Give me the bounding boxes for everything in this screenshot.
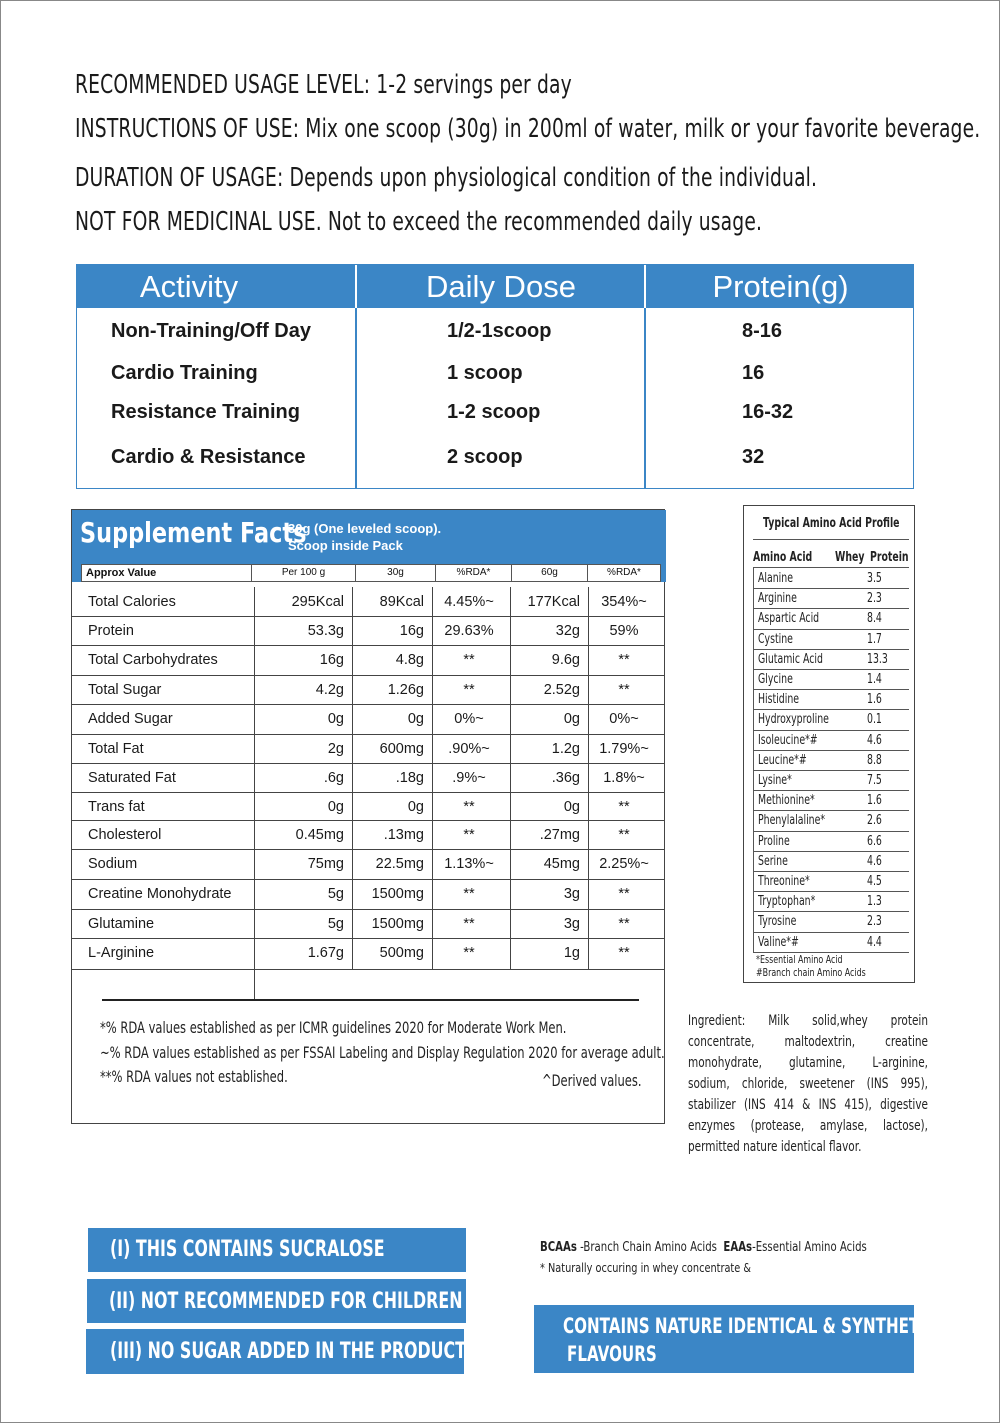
amino-row-divider — [753, 831, 909, 832]
facts-row-divider — [72, 849, 664, 850]
nutrient-value: 0g — [563, 711, 580, 727]
nutrient-value: 500mg — [379, 945, 424, 961]
nutrient-value: 0%~ — [454, 711, 484, 727]
nutrient-value: 16g — [399, 623, 424, 639]
amino-acid-value: 4.6 — [867, 853, 882, 869]
ingredients-line: permitted nature identical flavor. — [688, 1139, 862, 1155]
header-daily-dose: Daily Dose — [426, 269, 576, 304]
amino-acid-name: Lysine* — [758, 773, 792, 788]
amino-acid-name: Leucine*# — [758, 752, 807, 768]
amino-row-divider — [753, 891, 909, 892]
nutrient-name: Total Calories — [88, 594, 176, 610]
ingredients-line: concentrate, maltodextrin, creatine — [688, 1034, 928, 1050]
amino-acid-name: Valine*# — [758, 934, 799, 950]
nutrient-name: Total Carbohydrates — [88, 652, 218, 668]
amino-acid-name: Glutamic Acid — [758, 651, 823, 667]
facts-row-divider — [72, 969, 664, 970]
ingredients-line: monohydrate, glutamine, L-arginine, — [688, 1055, 928, 1071]
nutrient-value: ** — [463, 886, 475, 902]
facts-row-divider — [72, 938, 664, 939]
facts-column-divider — [254, 587, 255, 999]
facts-row-divider — [72, 704, 664, 705]
warning-no-sugar-text: (III) NO SUGAR ADDED IN THE PRODUCT — [110, 1339, 466, 1364]
nutrient-value: ** — [618, 652, 630, 668]
ingredients-line: enzymes (protease, amylase, lactose), — [688, 1118, 928, 1134]
amino-acid-value: 0.1 — [867, 712, 882, 728]
derived-values-note: ^Derived values. — [542, 1071, 642, 1090]
warning-sucralose-text: (I) THIS CONTAINS SUCRALOSE — [110, 1237, 385, 1262]
eaa-abbr: EAAs — [723, 1240, 753, 1255]
nutrient-value: 1500mg — [371, 886, 424, 902]
nutrient-value: ** — [463, 827, 475, 843]
nutrient-value: ** — [618, 916, 630, 932]
row-protein: 16-32 — [742, 401, 794, 423]
nutrient-value: 1.26g — [387, 682, 424, 698]
nutrient-value: 2.52g — [543, 682, 580, 698]
amino-row-divider — [753, 790, 909, 791]
nutrient-name: Cholesterol — [88, 827, 162, 843]
amino-row-divider — [753, 709, 909, 710]
supplement-facts-panel — [71, 509, 665, 1124]
nutrient-value: 2g — [327, 741, 344, 757]
amino-acid-name: Proline — [758, 833, 790, 849]
nutrient-value: 4.8g — [395, 652, 424, 668]
amino-acid-value: 4.4 — [867, 934, 882, 950]
amino-acid-name: Histidine — [758, 692, 800, 708]
flavours-notice — [534, 1305, 936, 1373]
amino-acid-name: Phenylalaline* — [758, 813, 826, 829]
amino-acid-value: 1.6 — [867, 793, 882, 809]
amino-footnote-essential: *Essential Amino Acid — [756, 953, 843, 966]
nutrient-name: Added Sugar — [88, 711, 173, 727]
nutrient-value: 0g — [563, 799, 580, 815]
amino-acid-value: 2.3 — [867, 591, 882, 607]
amino-acid-name: Methionine* — [758, 793, 815, 809]
facts-column-divider — [432, 587, 433, 969]
serving-line-1: 30g (One leveled scoop). — [288, 521, 442, 536]
amino-acid-value: 1.3 — [867, 894, 882, 910]
nutrient-name: Saturated Fat — [88, 770, 176, 786]
facts-row-divider — [72, 879, 664, 880]
nutrient-value: ** — [463, 682, 475, 698]
header-protein: Protein(g) — [712, 269, 849, 304]
nutrient-value: ** — [463, 945, 475, 961]
amino-footnote-bcaa: #Branch chain Amino Acids — [756, 966, 866, 979]
facts-row-divider — [72, 792, 664, 793]
nutrient-value: 1500mg — [371, 916, 424, 932]
nutrient-value: 600mg — [379, 741, 424, 757]
nutrient-value: 29.63% — [444, 623, 494, 639]
nutrient-value: ** — [463, 799, 475, 815]
header-activity: Activity — [139, 269, 239, 304]
nutrient-value: 89Kcal — [379, 594, 424, 610]
bcaa-abbr: BCAAs — [540, 1240, 577, 1255]
nutrient-value: 3g — [563, 916, 580, 932]
nutrient-value: 177Kcal — [527, 594, 580, 610]
flavours-line-1: CONTAINS NATURE IDENTICAL & SYNTHETIC — [563, 1314, 936, 1338]
nutrient-value: ** — [618, 799, 630, 815]
nutrient-value: ** — [618, 682, 630, 698]
nutrient-value: 4.2g — [315, 682, 344, 698]
nutrient-name: Sodium — [88, 856, 138, 872]
rda-note-fssai: ~% RDA values established as per FSSAI Labeling and Display Regulation 2020 for average adult. — [100, 1043, 665, 1062]
amino-row-divider — [753, 689, 909, 690]
amino-acid-value: 1.6 — [867, 692, 882, 708]
nutrient-value: 75mg — [307, 856, 344, 872]
notes-divider — [102, 999, 639, 1001]
facts-column-divider — [588, 587, 589, 969]
nutrient-name: Glutamine — [88, 916, 155, 932]
amino-row-divider — [753, 810, 909, 811]
nutrient-value: 0g — [327, 799, 344, 815]
amino-row-divider — [753, 750, 909, 751]
facts-column-divider — [352, 587, 353, 969]
nutrient-value: 0g — [327, 711, 344, 727]
amino-acid-value: 4.5 — [867, 874, 882, 889]
col-60g: 60g — [512, 565, 588, 581]
col-30g: 30g — [356, 565, 436, 581]
amino-left-border — [753, 568, 754, 952]
amino-col-whey: Whey — [835, 550, 865, 565]
amino-acid-name: Cystine — [758, 631, 793, 647]
nutrient-name: Trans fat — [88, 799, 145, 815]
amino-acid-value: 2.3 — [867, 914, 882, 930]
nutrient-value: ** — [618, 886, 630, 902]
amino-acid-name: Aspartic Acid — [758, 611, 820, 627]
nutrient-name: Total Sugar — [88, 682, 162, 698]
medicinal-warning-text: NOT FOR MEDICINAL USE. Not to exceed the recommended daily usage. — [75, 207, 763, 237]
row-dose: 1 scoop — [447, 362, 523, 384]
supplement-facts-title: Supplement Facts — [80, 516, 307, 549]
nutrient-value: 22.5mg — [375, 856, 424, 872]
activity-dose-table — [76, 264, 914, 489]
nutrient-value: 45mg — [543, 856, 580, 872]
nutrient-value: .6g — [323, 770, 344, 786]
amino-row-divider — [753, 851, 909, 852]
facts-row-divider — [72, 820, 664, 821]
duration-text: DURATION OF USAGE: Depends upon physiological condition of the individual. — [75, 163, 818, 193]
amino-acid-value: 8.8 — [867, 752, 882, 768]
column-divider — [644, 308, 646, 488]
nutrient-value: 1.2g — [551, 741, 580, 757]
col-approx-value: Approx Value — [82, 565, 252, 581]
rda-note-icmr: *% RDA values established as per ICMR guidelines 2020 for Moderate Work Men. — [100, 1018, 567, 1037]
nutrient-value: ** — [463, 916, 475, 932]
serving-size — [288, 520, 441, 554]
nutrient-value: ** — [618, 945, 630, 961]
row-dose: 1-2 scoop — [447, 401, 541, 423]
nutrient-value: 1.67g — [307, 945, 344, 961]
warning-sucralose — [88, 1228, 466, 1272]
nutrient-value: 3g — [563, 886, 580, 902]
nutrient-value: 1.8%~ — [603, 770, 645, 786]
bcaa-eaa-legend — [540, 1240, 867, 1255]
amino-acid-name: Tryptophan* — [758, 894, 816, 910]
facts-row-divider — [72, 763, 664, 764]
nutrient-value: .27mg — [539, 827, 580, 843]
amino-acid-value: 13.3 — [867, 651, 888, 667]
facts-row-divider — [72, 645, 664, 646]
amino-row-divider — [753, 911, 909, 912]
row-activity: Cardio Training — [111, 362, 258, 384]
nutrient-value: 5g — [327, 916, 344, 932]
rda-note-not-established: **% RDA values not established. — [100, 1067, 288, 1086]
nutrient-value: 53.3g — [307, 623, 344, 639]
eaa-text: -Essential Amino Acids — [752, 1240, 867, 1255]
row-dose: 2 scoop — [447, 446, 523, 468]
warning-children-text: (II) NOT RECOMMENDED FOR CHILDREN — [109, 1289, 463, 1314]
ingredients-block — [688, 1011, 928, 1158]
header-divider — [644, 265, 646, 308]
amino-row-divider — [753, 730, 909, 731]
amino-row-divider — [753, 669, 909, 670]
nutrient-name: L-Arginine — [88, 945, 155, 961]
nutrient-value: 0.45mg — [295, 827, 344, 843]
amino-acid-profile-table — [743, 505, 915, 983]
nutrient-value: 1.13%~ — [444, 856, 494, 872]
facts-row-divider — [72, 909, 664, 910]
nutrient-value: 4.45%~ — [444, 594, 494, 610]
row-protein: 16 — [742, 362, 765, 384]
amino-acid-name: Serine — [758, 853, 788, 869]
amino-acid-name: Threonine* — [758, 874, 810, 889]
nutrient-value: 2.25%~ — [599, 856, 649, 872]
ingredients-line: sodium, chloride, sweetener (INS 995), — [688, 1076, 928, 1092]
column-divider — [355, 308, 357, 488]
header-divider — [355, 265, 357, 308]
nutrient-value: .9%~ — [452, 770, 486, 786]
nutrient-name: Creatine Monohydrate — [88, 886, 232, 902]
amino-acid-name: Arginine — [758, 591, 797, 607]
amino-acid-value: 7.5 — [867, 773, 882, 788]
naturally-occuring-note: * Naturally occuring in whey concentrate & — [540, 1260, 751, 1275]
nutrient-value: ** — [618, 827, 630, 843]
nutrient-value: 1g — [563, 945, 580, 961]
ingredients-line: stabilizer (INS 414 & INS 415), digestive — [688, 1097, 928, 1113]
amino-header-divider — [753, 567, 909, 568]
instructions-text: INSTRUCTIONS OF USE: Mix one scoop (30g) in 200ml of water, milk or your favorite beverage. — [75, 114, 981, 144]
nutrient-value: 59% — [609, 623, 639, 639]
nutrient-value: 5g — [327, 886, 344, 902]
amino-row-divider — [753, 608, 909, 609]
facts-row-divider — [72, 675, 664, 676]
nutrient-value: .13mg — [383, 827, 424, 843]
amino-row-divider — [753, 588, 909, 589]
amino-acid-value: 6.6 — [867, 833, 882, 849]
row-dose: 1/2-1scoop — [447, 320, 552, 342]
ingredients-line: Ingredient: Milk solid,whey protein — [688, 1013, 928, 1029]
amino-row-divider — [753, 871, 909, 872]
row-activity: Resistance Training — [111, 401, 300, 423]
flavours-line-2: FLAVOURS — [567, 1342, 657, 1366]
col-per-100g: Per 100 g — [252, 565, 356, 581]
amino-row-divider — [753, 932, 909, 933]
row-protein: 32 — [742, 446, 765, 468]
bcaa-text: -Branch Chain Amino Acids — [580, 1240, 717, 1255]
nutrient-name: Protein — [88, 623, 134, 639]
amino-acid-value: 4.6 — [867, 732, 882, 748]
col-rda-60g: %RDA* — [607, 567, 641, 578]
amino-acid-value: 1.7 — [867, 631, 882, 647]
nutrient-value: 32g — [555, 623, 580, 639]
serving-line-2: Scoop inside Pack — [288, 538, 403, 553]
nutrient-value: ** — [463, 652, 475, 668]
nutrient-value: 16g — [319, 652, 344, 668]
amino-acid-value: 3.5 — [867, 571, 882, 586]
amino-profile-title: Typical Amino Acid Profile — [763, 516, 900, 531]
amino-col-amino-acid: Amino Acid — [753, 550, 813, 565]
amino-acid-name: Glycine — [758, 672, 793, 687]
nutrient-value: 0g — [407, 711, 424, 727]
nutrient-value: 9.6g — [551, 652, 580, 668]
amino-row-divider — [753, 649, 909, 650]
facts-row-divider — [72, 616, 664, 617]
nutrient-value: 0%~ — [609, 711, 639, 727]
warning-no-sugar — [86, 1329, 464, 1374]
usage-level-text: RECOMMENDED USAGE LEVEL: 1-2 servings per day — [75, 70, 572, 100]
facts-column-divider — [510, 587, 511, 969]
row-activity: Cardio & Resistance — [111, 446, 306, 468]
nutrient-value: 0g — [407, 799, 424, 815]
facts-row-divider — [72, 734, 664, 735]
warning-children — [87, 1279, 466, 1323]
amino-acid-name: Alanine — [758, 571, 793, 586]
col-rda-30g: %RDA* — [436, 565, 512, 581]
facts-column-header — [81, 564, 661, 582]
nutrient-value: .18g — [395, 770, 424, 786]
amino-title-divider — [753, 539, 909, 540]
row-activity: Non-Training/Off Day — [111, 320, 311, 342]
amino-row-divider — [753, 770, 909, 771]
nutrient-value: 1.79%~ — [599, 741, 649, 757]
row-protein: 8-16 — [742, 320, 783, 342]
amino-row-divider — [753, 629, 909, 630]
nutrient-name: Total Fat — [88, 741, 144, 757]
amino-acid-name: Tyrosine — [758, 914, 797, 930]
amino-col-protein: Protein — [870, 550, 909, 565]
amino-acid-value: 8.4 — [867, 611, 882, 627]
nutrient-value: 354%~ — [601, 594, 647, 610]
amino-acid-value: 2.6 — [867, 813, 882, 829]
nutrient-value: 295Kcal — [291, 594, 344, 610]
amino-acid-name: Hydroxyproline — [758, 712, 829, 728]
activity-table-header — [77, 265, 913, 308]
nutrient-value: .36g — [551, 770, 580, 786]
amino-acid-value: 1.4 — [867, 672, 882, 687]
nutrient-value: .90%~ — [448, 741, 490, 757]
amino-acid-name: Isoleucine*# — [758, 732, 818, 748]
